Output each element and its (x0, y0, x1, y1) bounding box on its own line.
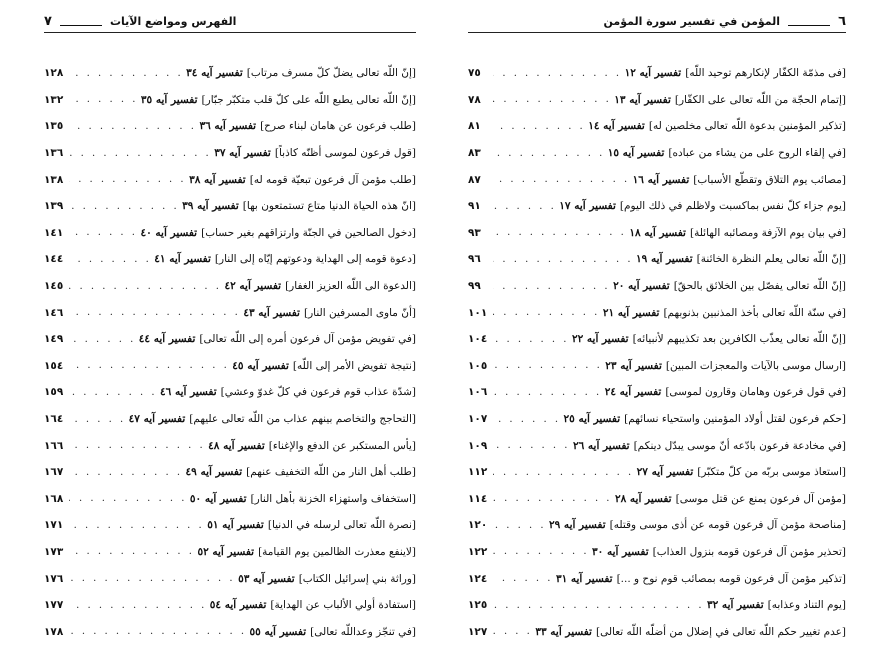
dot-leader (69, 546, 194, 557)
toc-entry[interactable] (44, 193, 416, 220)
entry-page-number: ٧٥ (468, 67, 481, 80)
entry-verse: تفسير آيه ٢٣ (605, 359, 662, 372)
entry-page-number: ١٢٨ (44, 67, 64, 80)
entry-page-number: ٨١ (468, 120, 481, 133)
entry-title: [دخول الصالحين في الجنّة وارتزاقهم بغير حساب] (201, 226, 416, 239)
dot-leader (69, 307, 240, 318)
entry-page-number: ١٣٩ (44, 200, 64, 213)
toc-entry[interactable] (468, 140, 846, 167)
entry-verse: تفسير آيه ١٧ (559, 200, 616, 213)
toc-entry[interactable] (44, 432, 416, 459)
dot-leader (493, 281, 610, 292)
entry-page-number: ١٠٥ (468, 359, 488, 372)
entry-page-number: ٩٣ (468, 226, 481, 239)
entry-verse: تفسير آيه ٢٧ (636, 466, 694, 479)
toc-entry[interactable] (468, 326, 846, 353)
entry-title: [التحاجج والتخاصم بينهم عذاب من اللّه تعالى عليهم] (189, 413, 416, 426)
toc-entry[interactable] (44, 592, 416, 619)
entry-verse: تفسير آيه ٢٢ (571, 333, 629, 346)
toc-entry[interactable] (468, 193, 846, 220)
page-number: ٧ (44, 13, 52, 29)
dot-leader (493, 227, 626, 238)
entry-page-number: ١٢٧ (468, 625, 488, 638)
header-rule (468, 32, 846, 33)
toc-entry[interactable] (44, 140, 416, 167)
entry-title: [ارسال موسى بالآيات والمعجزات المبين] (665, 359, 846, 372)
entry-verse: تفسير آيه ٥٢ (197, 545, 255, 558)
toc-entry[interactable] (44, 273, 416, 300)
entry-title: [في تنجّز وعداللّه تعالى] (310, 625, 416, 638)
entry-page-number: ١٤١ (44, 226, 64, 239)
toc-entry[interactable] (468, 220, 846, 247)
running-title: المؤمن في تفسير سورة المؤمن (603, 14, 781, 28)
entry-title: [في مخادعة فرعون بادّعه أنّ موسى يبدّل دينكم] (633, 439, 846, 452)
dot-leader (69, 626, 247, 637)
toc-entry[interactable] (44, 379, 416, 406)
entry-title: [يأس المستكبر عن الدفع والإغناء] (268, 439, 416, 452)
toc-entry[interactable] (468, 512, 846, 539)
entry-verse: تفسير آيه ٢٠ (613, 280, 670, 293)
entry-title: [طلب مؤمن آل فرعون تبعيّة قومه له] (249, 173, 416, 186)
entry-page-number: ١٣٦ (44, 147, 64, 160)
entry-verse: تفسير آيه ٣٥ (140, 93, 198, 106)
entry-page-number: ٩٩ (468, 280, 481, 293)
entry-verse: تفسير آيه ٣١ (555, 572, 613, 585)
entry-verse: تفسير آيه ٣٠ (592, 545, 649, 558)
toc-entry[interactable] (44, 220, 416, 247)
toc-entry[interactable] (44, 459, 416, 486)
entry-verse: تفسير آيه ٣٤ (186, 67, 243, 80)
dot-leader (493, 174, 630, 185)
entry-page-number: ١٧٧ (44, 599, 64, 612)
running-head (468, 11, 846, 31)
entry-page-number: ١٥٤ (44, 359, 64, 372)
dot-leader (69, 174, 186, 185)
entry-page-number: ١٠١ (468, 306, 488, 319)
toc-entry[interactable] (468, 539, 846, 566)
entry-verse: تفسير آيه ٥٠ (189, 492, 247, 505)
entry-verse: تفسير آيه ٥٤ (209, 599, 267, 612)
dot-leader (493, 307, 600, 318)
entry-title: [استعاذ موسى بربّه من كلّ متكبّر] (697, 466, 846, 479)
dot-leader (69, 520, 204, 531)
entry-title: [نصرة اللّه تعالى لرسله في الدنيا] (267, 519, 416, 532)
toc-entry[interactable] (44, 406, 416, 433)
entry-page-number: ١٥٩ (44, 386, 64, 399)
entry-page-number: ٩٦ (468, 253, 481, 266)
entry-title: [في تفويض مؤمن آل فرعون أمره إلى اللّه تعالى] (199, 333, 416, 346)
entry-page-number: ١١٤ (468, 492, 488, 505)
toc-entry[interactable] (468, 166, 846, 193)
entry-title: [تحذير مؤمن آل فرعون قومه بنزول العذاب] (652, 545, 846, 558)
entry-verse: تفسير آيه ٤٩ (185, 466, 243, 479)
header-rule (44, 32, 416, 33)
toc-entry[interactable] (468, 432, 846, 459)
entry-verse: تفسير آيه ٢١ (602, 306, 660, 319)
entry-verse: تفسير آيه ٣٣ (535, 625, 592, 638)
entry-title: [وراثة بني إسرائيل الكتاب] (298, 572, 416, 585)
entry-page-number: ١١٢ (468, 466, 488, 479)
dot-leader (69, 148, 211, 159)
dot-leader (69, 440, 205, 451)
entry-verse: تفسير آيه ٣٧ (214, 147, 271, 160)
toc-entry[interactable] (44, 166, 416, 193)
entry-page-number: ١٧٨ (44, 625, 64, 638)
entry-verse: تفسير آيه ١٣ (614, 93, 671, 106)
entry-title: [يوم التناد وعذابه] (767, 599, 846, 612)
entry-verse: تفسير آيه ٥٣ (238, 572, 295, 585)
toc-entry[interactable] (44, 326, 416, 353)
dot-leader (493, 626, 532, 637)
toc-entry[interactable] (44, 113, 416, 140)
entry-verse: تفسير آيه ٤٨ (208, 439, 265, 452)
entry-verse: تفسير آيه ٢٦ (572, 439, 630, 452)
entry-title: [عدم تغيير حكم اللّه تعالى في إضلال من أضلّه اللّه تعالى] (595, 625, 846, 638)
toc-entry[interactable] (468, 246, 846, 273)
entry-verse: تفسير آيه ٣٢ (707, 599, 764, 612)
dot-leader (69, 600, 207, 611)
entry-verse: تفسير آيه ٤٥ (232, 359, 289, 372)
dot-leader (493, 94, 611, 105)
entry-title: [طلب فرعون عن هامان لبناء صرح] (260, 120, 416, 133)
entry-title: [لاينفع معذرت الظالمين يوم القيامة] (258, 545, 416, 558)
dot-leader (69, 573, 235, 584)
dot-leader (493, 254, 633, 265)
entry-title: [استفادة أولي الألباب عن الهداية] (270, 599, 416, 612)
entry-page-number: ١٣٢ (44, 93, 64, 106)
entry-verse: تفسير آيه ٣٨ (189, 173, 246, 186)
dot-leader (69, 493, 187, 504)
entry-title: [نتيجة تفويض الأمر إلى اللّه] (292, 359, 416, 372)
entry-title: [إنّ اللّه تعالى يفصّل بين الخلائق بالحقّ] (673, 280, 846, 293)
entry-title: [دعوة قومه إلى الهداية ودعوتهم إيّاه إلى النار] (214, 253, 416, 266)
dot-leader (69, 94, 138, 105)
toc-entry[interactable] (468, 406, 846, 433)
entry-page-number: ٨٣ (468, 147, 481, 160)
entry-page-number: ١٢٥ (468, 599, 488, 612)
dot-leader (493, 467, 634, 478)
entry-title: [تذكير مؤمن آل فرعون قومه بمصائب قوم نوح و ...] (616, 572, 846, 585)
toc-list (44, 60, 416, 645)
page-number: ٦ (838, 13, 846, 29)
entry-verse: تفسير آيه ٥١ (207, 519, 264, 532)
entry-page-number: ١٧١ (44, 519, 64, 532)
toc-entry[interactable] (44, 512, 416, 539)
entry-page-number: ١٦٧ (44, 466, 64, 479)
toc-entry[interactable] (468, 273, 846, 300)
entry-title: [فى مذمّة الكفّار لإنكارهم توحيد اللّه] (685, 67, 846, 80)
entry-title: [أنّ ماوى المسرفين النار] (303, 306, 416, 319)
header-dash (60, 25, 102, 26)
dot-leader (69, 201, 179, 212)
entry-verse: تفسير آيه ٤٠ (140, 226, 198, 239)
entry-page-number: ١٧٦ (44, 572, 64, 585)
right-page (468, 0, 846, 639)
entry-title: [مؤمن آل فرعون يمنع عن قتل موسى] (675, 492, 846, 505)
dot-leader (69, 281, 221, 292)
entry-page-number: ١٢٤ (468, 572, 488, 585)
toc-entry[interactable] (468, 592, 846, 619)
toc-entry[interactable] (44, 618, 416, 645)
dot-leader (493, 546, 589, 557)
entry-verse: تفسير آيه ٢٥ (563, 413, 621, 426)
toc-entry[interactable] (44, 353, 416, 380)
entry-title: [شدّة عذاب قوم فرعون في كلّ غدوّ وعشي] (220, 386, 416, 399)
dot-leader (493, 360, 602, 371)
entry-verse: تفسير آيه ٢٩ (549, 519, 606, 532)
dot-leader (493, 414, 561, 425)
dot-leader (69, 414, 126, 425)
entry-page-number: ١٢٢ (468, 545, 488, 558)
entry-title: [طلب أهل النار من اللّه التخفيف عنهم] (246, 466, 416, 479)
toc-entry[interactable] (468, 618, 846, 645)
entry-title: [إنّ اللّه تعالى يطبع اللّه على كلّ قلب متكبّر جبّار] (201, 93, 416, 106)
dot-leader (69, 387, 157, 398)
dot-leader (69, 121, 196, 132)
toc-list (468, 60, 846, 645)
toc-entry[interactable] (44, 60, 416, 87)
dot-leader (69, 360, 229, 371)
entry-page-number: ١٠٤ (468, 333, 488, 346)
entry-page-number: ٩١ (468, 200, 481, 213)
entry-page-number: ١٠٦ (468, 386, 488, 399)
entry-page-number: ١٤٥ (44, 280, 64, 293)
dot-leader (69, 68, 183, 79)
toc-entry[interactable] (468, 113, 846, 140)
entry-title: [إنّ اللّه تعالى يضلّ كلّ مسرف مرتاب] (246, 67, 416, 80)
dot-leader (69, 227, 137, 238)
header-dash (788, 25, 830, 26)
entry-verse: تفسير آيه ٢٤ (604, 386, 662, 399)
entry-title: [إنّ اللّه تعالى يعذّب الكافرين بعد تكذيبهم لأنبيائه] (632, 333, 846, 346)
dot-leader (69, 467, 183, 478)
entry-verse: تفسير آيه ١٢ (624, 67, 682, 80)
toc-entry[interactable] (44, 539, 416, 566)
running-title: الفهرس ومواضع الآيات (109, 14, 237, 28)
entry-page-number: ١٤٤ (44, 253, 64, 266)
toc-entry[interactable] (44, 87, 416, 114)
entry-verse: تفسير آيه ٣٩ (182, 200, 239, 213)
dot-leader (493, 387, 602, 398)
left-page (44, 0, 416, 639)
dot-leader (493, 440, 570, 451)
entry-title: [يوم جزاء كلّ نفس بماكسبت ولاظلم في ذلك اليوم] (619, 200, 846, 213)
toc-entry[interactable] (468, 87, 846, 114)
entry-title: [إتمام الحجّة من اللّه تعالى على الكفّار] (674, 93, 846, 106)
entry-page-number: ١٣٨ (44, 173, 64, 186)
dot-leader (493, 573, 553, 584)
dot-leader (493, 121, 585, 132)
entry-verse: تفسير آيه ١٨ (629, 226, 686, 239)
entry-page-number: ١٦٨ (44, 492, 64, 505)
entry-title: [في إلقاء الروح على من يشاء من عباده] (668, 147, 846, 160)
entry-verse: تفسير آيه ٤١ (154, 253, 211, 266)
entry-page-number: ١٤٦ (44, 306, 64, 319)
dot-leader (493, 68, 622, 79)
entry-title: [في سنّة اللّه تعالى بأخذ المذنبين بذنوبهم] (663, 306, 846, 319)
dot-leader (69, 334, 136, 345)
toc-entry[interactable] (468, 486, 846, 513)
entry-title: [الدعوة الى اللّه العزيز الغفار] (285, 280, 416, 293)
dot-leader (493, 148, 605, 159)
entry-title: [مناصحة مؤمن آل فرعون قومه عن أذى موسى وقتله] (609, 519, 846, 532)
toc-entry[interactable] (468, 353, 846, 380)
entry-verse: تفسير آيه ١٤ (588, 120, 645, 133)
entry-page-number: ١٦٦ (44, 439, 64, 452)
entry-title: [انّ هذه الحياة الدنيا متاع تستمتعون بها] (242, 200, 416, 213)
entry-title: [حكم فرعون لقتل أولاد المؤمنين واستحياء نسائهم] (624, 413, 846, 426)
entry-verse: تفسير آيه ٤٣ (243, 306, 300, 319)
toc-entry[interactable] (468, 379, 846, 406)
dot-leader (493, 201, 556, 212)
entry-verse: تفسير آيه ٣٦ (199, 120, 257, 133)
entry-verse: تفسير آيه ٥٥ (249, 625, 307, 638)
toc-entry[interactable] (44, 246, 416, 273)
toc-entry[interactable] (468, 60, 846, 87)
entry-verse: تفسير آيه ٤٤ (138, 333, 196, 346)
entry-title: [مصائب يوم التلاق وتقطّع الأسباب] (693, 173, 846, 186)
dot-leader (493, 520, 546, 531)
entry-page-number: ٨٧ (468, 173, 481, 186)
entry-title: [استخفاف واستهزاء الخزنة بأهل النار] (250, 492, 416, 505)
entry-page-number: ١٢٠ (468, 519, 488, 532)
running-head (44, 11, 416, 31)
entry-page-number: ١٣٥ (44, 120, 64, 133)
entry-title: [في بيان يوم الآزفة ومصائبه الهائلة] (689, 226, 846, 239)
dot-leader (493, 334, 569, 345)
entry-title: [تذكير المؤمنين بدعوة اللّه تعالى مخلصين له] (648, 120, 846, 133)
entry-verse: تفسير آيه ١٥ (607, 147, 665, 160)
entry-page-number: ١٦٤ (44, 413, 64, 426)
entry-verse: تفسير آيه ٤٦ (160, 386, 217, 399)
entry-page-number: ١٧٣ (44, 545, 64, 558)
entry-page-number: ١٠٩ (468, 439, 488, 452)
toc-entry[interactable] (44, 565, 416, 592)
entry-verse: تفسير آيه ٢٨ (614, 492, 672, 505)
entry-title: [قول فرعون لموسى أظنّه كاذباً] (274, 147, 416, 160)
entry-verse: تفسير آيه ٤٢ (224, 280, 282, 293)
dot-leader (69, 254, 151, 265)
toc-entry[interactable] (468, 565, 846, 592)
entry-verse: تفسير آيه ٤٧ (128, 413, 186, 426)
toc-entry[interactable] (468, 459, 846, 486)
toc-entry[interactable] (44, 299, 416, 326)
entry-page-number: ١٤٩ (44, 333, 64, 346)
entry-page-number: ١٠٧ (468, 413, 488, 426)
dot-leader (493, 600, 704, 611)
entry-title: [إنّ اللّه تعالى يعلم النظرة الخائنة] (696, 253, 846, 266)
entry-title: [في قول فرعون وهامان وقارون لموسى] (665, 386, 846, 399)
toc-entry[interactable] (44, 486, 416, 513)
entry-page-number: ٧٨ (468, 93, 481, 106)
entry-verse: تفسير آيه ١٦ (632, 173, 690, 186)
entry-verse: تفسير آيه ١٩ (636, 253, 693, 266)
dot-leader (493, 493, 612, 504)
toc-entry[interactable] (468, 299, 846, 326)
